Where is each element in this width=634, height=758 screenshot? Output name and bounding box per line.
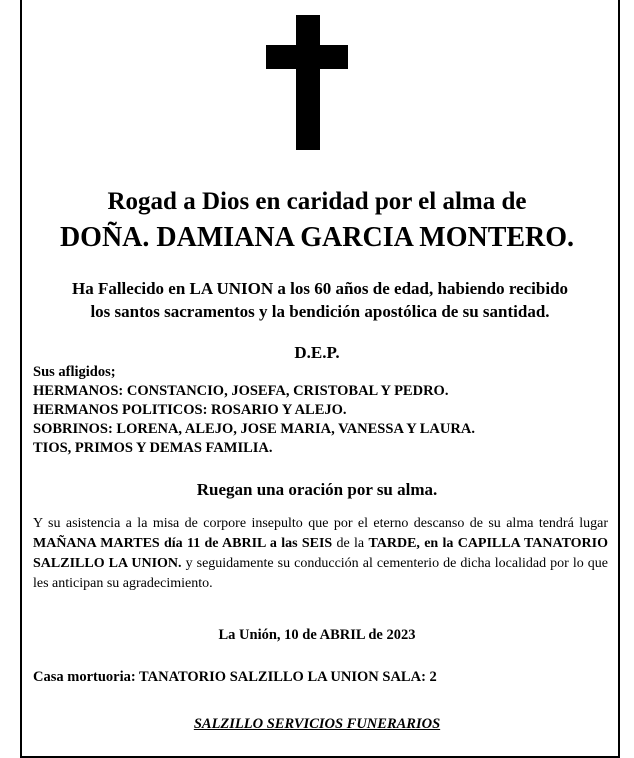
notice-date: La Unión, 10 de ABRIL de 2023 [218,627,416,643]
mass-text: y seguidamente su conducción al cementerio de dicha localidad por lo que les anticipan su agradecimiento. [33,556,608,591]
family-line: HERMANOS POLITICOS: ROSARIO Y ALEJO. [33,402,347,418]
family-line: HERMANOS: CONSTANCIO, JOSEFA, CRISTOBAL Y PEDRO. [33,383,449,399]
death-notice [30,277,610,323]
family-line: SOBRINOS: LORENA, ALEJO, JOSE MARIA, VANESSA Y LAURA. [33,421,475,437]
funeral-services-name: SALZILLO SERVICIOS FUNERARIOS [193,716,441,732]
deceased-name: DOÑA. DAMIANA GARCIA MONTERO. [59,222,575,253]
death-notice-line2: los santos sacramentos y la bendición apostólica de su santidad. [90,302,550,321]
prayer-request: Ruegan una oración por su alma. [196,480,438,499]
mass-paragraph [33,514,608,594]
dep-label: D.E.P. [294,343,340,362]
heading-line1: Rogad a Dios en caridad por el alma de [107,188,527,215]
death-notice-line1: Ha Fallecido en LA UNION a los 60 años de edad, habiendo recibido [71,279,569,298]
family-list [33,363,475,458]
mass-date-bold: MAÑANA MARTES día 11 de ABRIL a las SEIS [33,536,333,551]
mass-text: de la [332,536,369,551]
mass-place-bold: TARDE, en la CAPILLA TANATORIO SALZILLO LA UNION. [33,536,609,571]
mass-text: Y su asistencia a la misa de corpore insepulto que por el eterno descanso de su alma tendrá lugar [33,516,608,531]
family-line: TIOS, PRIMOS Y DEMAS FAMILIA. [33,440,273,456]
family-intro: Sus afligidos; [33,364,116,380]
funeral-home: Casa mortuoria: TANATORIO SALZILLO LA UNION SALA: 2 [33,669,437,685]
